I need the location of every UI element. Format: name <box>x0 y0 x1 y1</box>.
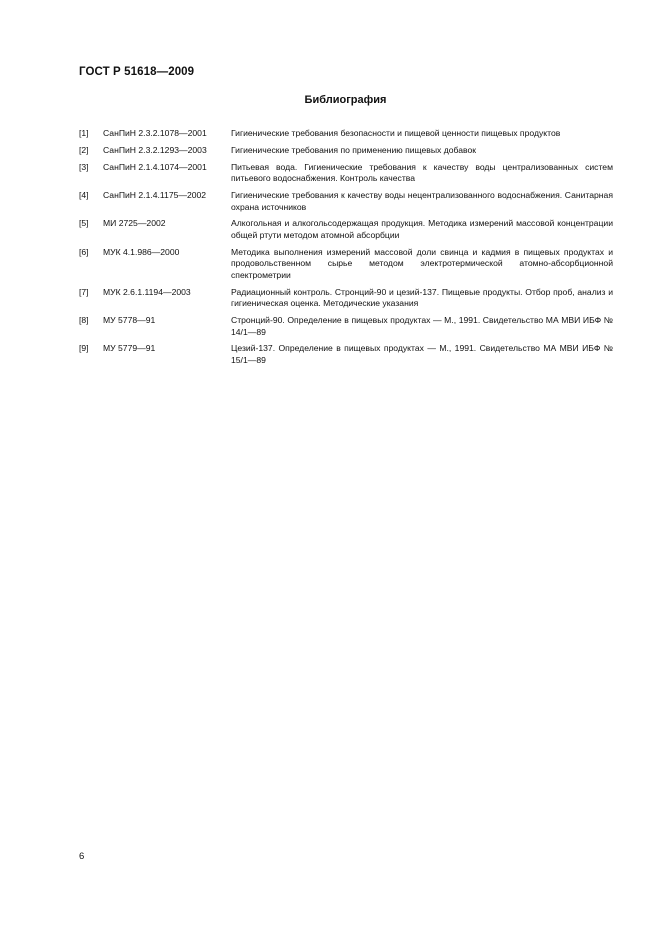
bibliography-entry <box>79 162 613 185</box>
bibliography-entry <box>79 287 613 310</box>
entry-code: МУ 5779—91 <box>103 343 156 354</box>
bibliography-entry <box>79 128 613 140</box>
entry-code: МИ 2725—2002 <box>103 218 166 229</box>
entry-title: Гигиенические требования к качеству воды нецентрализованного водоснабжения. Санитарная охрана источников <box>231 189 613 212</box>
document-code: ГОСТ Р 51618—2009 <box>79 66 195 78</box>
entry-code: СанПиН 2.3.2.1293—2003 <box>103 144 207 155</box>
entry-title: Цезий-137. Определение в пищевых продуктах — М., 1991. Свидетельство МА МВИ ИБФ № 15/1—89 <box>231 343 613 365</box>
entry-title: Гигиенические требования по применению пищевых добавок <box>231 144 477 155</box>
entry-title: Алкогольная и алкогольсодержащая продукция. Методика измерений массовой концентрации общей ртути методом атомной абсорбции <box>231 218 613 240</box>
entry-number: [1] <box>79 128 89 138</box>
entry-number: [9] <box>79 343 89 354</box>
entry-number: [2] <box>79 144 89 155</box>
bibliography-entry <box>79 218 613 241</box>
entry-title: Стронций-90. Определение в пищевых продуктах — М., 1991. Свидетельство МА МВИ ИБФ № 14/1—89 <box>231 315 613 337</box>
entry-code: СанПиН 2.1.4.1074—2001 <box>103 161 207 172</box>
bibliography-list <box>79 128 613 372</box>
entry-title: Методика выполнения измерений массовой доли свинца и кадмия в пищевых продуктах и продовольственном сырье методом электротермической атомно-абсорбционной спектрометрии <box>231 246 613 280</box>
entry-code: СанПиН 2.1.4.1175—2002 <box>103 189 207 200</box>
entry-number: [4] <box>79 189 89 200</box>
entry-title: Питьевая вода. Гигиенические требования к качеству воды централизованных систем питьевого водоснабжения. Контроль качества <box>231 161 613 184</box>
entry-number: [8] <box>79 315 89 326</box>
page-number: 6 <box>79 851 85 862</box>
bibliography-entry <box>79 190 613 213</box>
entry-number: [5] <box>79 218 89 229</box>
entry-number: [3] <box>79 161 89 172</box>
bibliography-entry <box>79 145 613 157</box>
entry-number: [7] <box>79 286 89 297</box>
bibliography-entry <box>79 343 613 366</box>
entry-title: Гигиенические требования безопасности и пищевой ценности пищевых продуктов <box>231 128 561 138</box>
section-title: Библиография <box>304 94 387 106</box>
entry-code: МУК 4.1.986—2000 <box>103 246 180 257</box>
entry-title: Радиационный контроль. Стронций-90 и цезий-137. Пищевые продукты. Отбор проб, анализ и гигиеническая оценка. Методические указания <box>231 286 613 309</box>
entry-number: [6] <box>79 246 89 257</box>
entry-code: МУ 5778—91 <box>103 315 156 326</box>
entry-code: МУК 2.6.1.1194—2003 <box>103 286 191 297</box>
entry-code: СанПиН 2.3.2.1078—2001 <box>103 128 207 138</box>
bibliography-entry <box>79 247 613 282</box>
bibliography-entry <box>79 315 613 338</box>
